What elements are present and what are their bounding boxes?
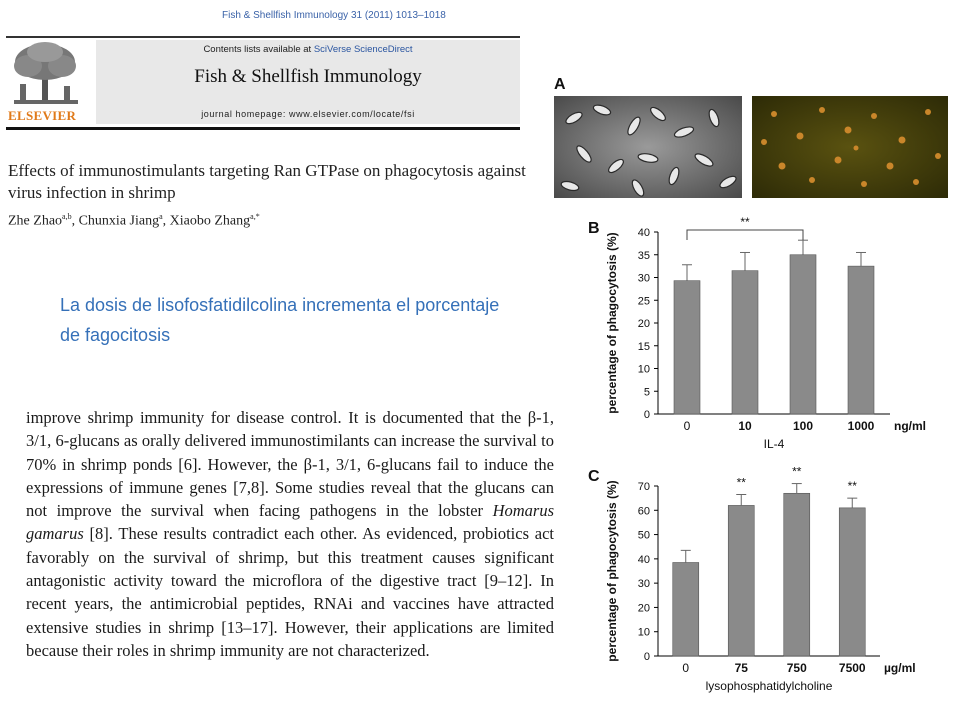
author-list: Zhe Zhao$^{a,b}$, Chunxia Jiang$^a$, Xiaobo Zhang$^{a,*}$: [8, 212, 260, 229]
header-bottom-rule: [6, 127, 520, 130]
x-tick-label: 10: [738, 419, 752, 433]
panel-b-label: B: [588, 220, 600, 237]
y-tick-label: 10: [637, 363, 650, 376]
fluorescence-micrograph: [752, 96, 948, 198]
x-axis-label: IL-4: [763, 437, 785, 451]
bar: [673, 563, 699, 657]
author-name: Zhe Zhao: [8, 213, 63, 229]
y-tick-label: 0: [643, 409, 650, 421]
y-tick-label: 10: [637, 626, 650, 639]
bar: [790, 255, 816, 414]
body-text-excerpt: [26, 406, 554, 662]
journal-citation: Fish & Shellfish Immunology 31 (2011) 1013–1018: [222, 10, 446, 21]
x-tick-label: 0: [682, 661, 690, 675]
x-tick-label: 100: [792, 419, 814, 433]
excerpt-part-1: improve shrimp immunity for disease control. It is documented that the β-1, 3/1, 6-glucans as orally delivered immunostimilants can increase the survival to 70% in shrimp ponds [6]. However, the β-1, 3/1, 6-glucans fail to induce the expressions of immune genes [7,8]. Some studies reveal that the glucans can not improve the survival when facing pathogens in the lobster: [26, 408, 554, 521]
y-tick-label: 20: [637, 602, 650, 615]
x-axis-label: lysophosphatidylcholine: [705, 679, 833, 693]
significance-label: **: [736, 475, 746, 490]
y-tick-label: 50: [637, 529, 650, 542]
x-unit-label: ng/ml: [894, 419, 926, 433]
journal-homepage[interactable]: journal homepage: www.elsevier.com/locate/fsi: [201, 109, 415, 119]
y-tick-label: 25: [637, 295, 650, 308]
y-tick-label: 70: [637, 481, 650, 493]
x-tick-label: 7500: [838, 661, 866, 675]
y-tick-label: 30: [637, 272, 650, 285]
contents-prefix: Contents lists available at: [203, 44, 314, 55]
y-axis-label: percentage of phagocytosis (%): [605, 232, 619, 414]
phagocytosis-lpc-chart: [596, 460, 950, 706]
x-unit-label: µg/ml: [884, 661, 916, 675]
excerpt-part-2: [8]. These results contradict each other. As evidenced, probiotics act favorably on the survival of shrimp, but this treatment causes significant antagonistic activity toward the microflora of the digestive tract [9–12]. In recent years, the antimicrobial peptides, RNAi and vaccines have attracted extensive studies in shrimp [13–17]. However, their applications are limited because their roles in shrimp immunity are not characterized.: [26, 524, 554, 660]
y-tick-label: 40: [637, 553, 650, 566]
y-axis-label: percentage of phagocytosis (%): [605, 480, 619, 662]
author-affiliation: a,b: [62, 212, 72, 221]
significance-label: **: [740, 215, 750, 229]
y-tick-label: 60: [637, 505, 650, 518]
panel-a-label: A: [554, 76, 566, 93]
x-tick-label: 75: [734, 661, 748, 675]
bar: [839, 508, 865, 656]
x-tick-label: 0: [683, 419, 691, 433]
panel-c-label: C: [588, 468, 600, 485]
bar: [728, 505, 754, 656]
y-tick-label: 40: [637, 227, 650, 239]
significance-label: **: [792, 464, 802, 479]
bar: [848, 266, 874, 414]
y-tick-label: 20: [637, 318, 650, 330]
journal-name: Fish & Shellfish Immunology: [194, 66, 422, 87]
y-tick-label: 15: [637, 340, 650, 353]
spanish-annotation: La dosis de lisofosfatidilcolina incrementa el porcentaje de fagocitosis: [60, 295, 500, 345]
electron-micrograph: [554, 96, 742, 198]
y-tick-label: 35: [637, 249, 650, 262]
x-tick-label: 750: [786, 661, 807, 675]
contents-line: [96, 44, 520, 55]
x-tick-label: 1000: [847, 419, 875, 433]
paper-title: Effects of immunostimulants targeting Ran GTPase on phagocytosis against virus infection in shrimp: [8, 161, 526, 202]
header-top-rule: [6, 36, 520, 38]
author-name: Chunxia Jiang: [78, 213, 160, 229]
sciencedirect-link[interactable]: SciVerse ScienceDirect: [313, 44, 413, 55]
author-name: Xiaobo Zhang: [169, 213, 251, 229]
y-tick-label: 30: [637, 578, 650, 591]
publisher-logo-text: ELSEVIER: [8, 108, 77, 123]
phagocytosis-il4-chart: [596, 212, 950, 462]
author-affiliation: a,*: [250, 212, 260, 221]
bar: [732, 271, 758, 414]
bar: [784, 493, 810, 656]
y-tick-label: 5: [643, 386, 650, 399]
significance-bracket: [687, 230, 803, 240]
excerpt-species: Homarus gamarus: [26, 501, 554, 544]
author-affiliation: a: [159, 212, 163, 221]
bar: [674, 281, 700, 414]
y-tick-label: 0: [643, 651, 650, 663]
significance-label: **: [847, 479, 857, 494]
